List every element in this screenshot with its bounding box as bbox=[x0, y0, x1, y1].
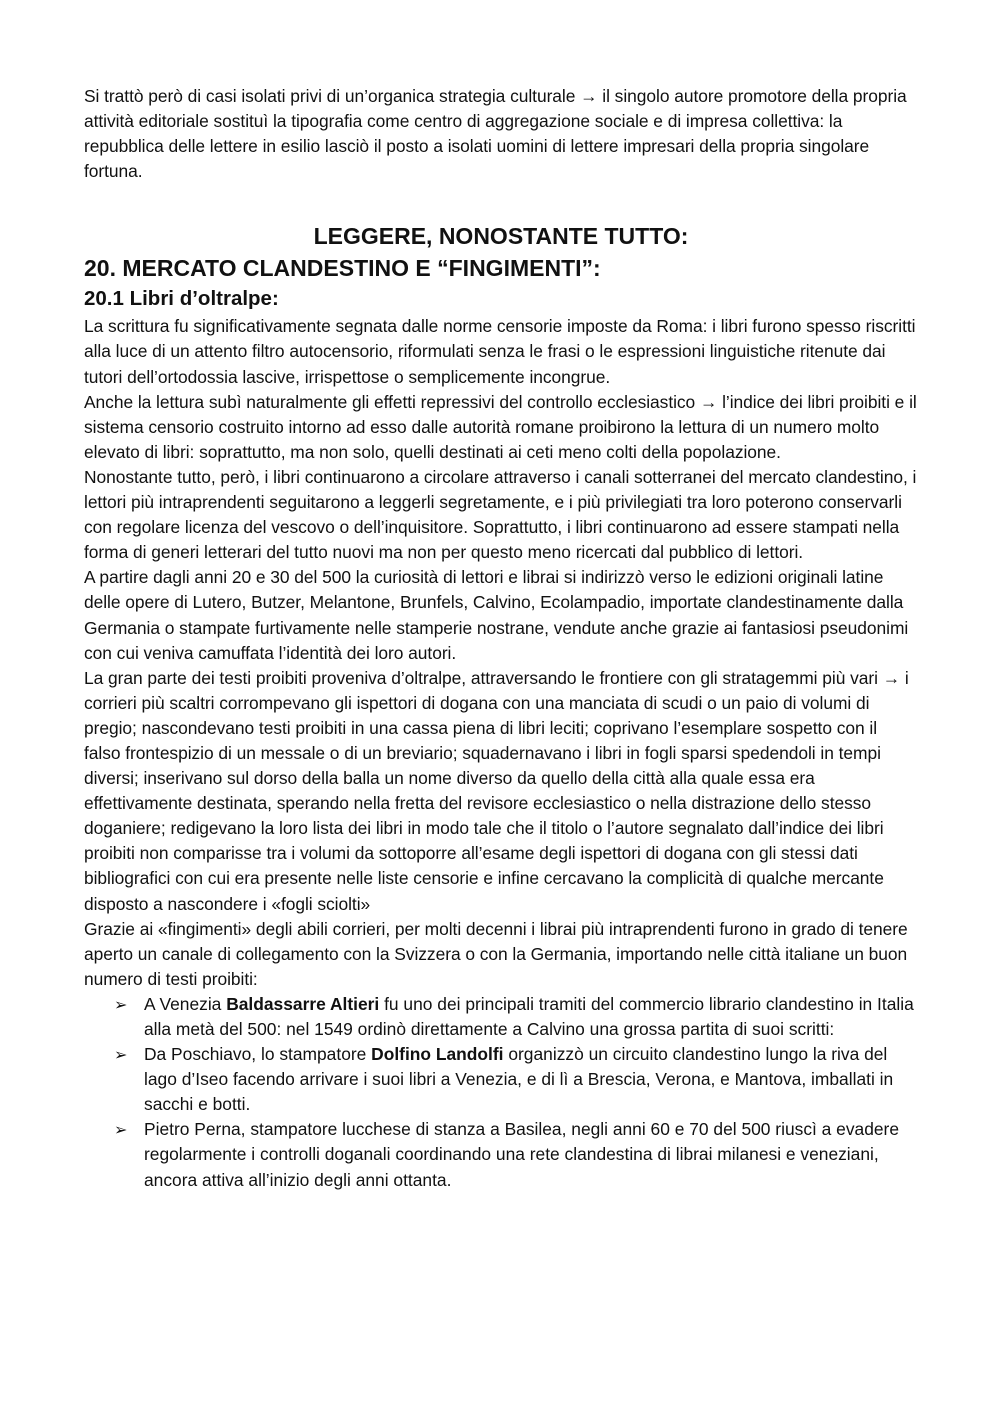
bullet-list bbox=[84, 992, 918, 1193]
list-item-text-before: Da Poschiavo, lo stampatore bbox=[144, 1044, 372, 1065]
list-item-text-after: fu uno dei principali tramiti del commercio librario clandestino in Italia alla metà del 500: nel 1549 ordinò direttamente a Calvino una grossa partita di suoi scritti: bbox=[144, 993, 914, 1039]
arrow-bullet-icon: ➢ bbox=[114, 1120, 128, 1140]
body-paragraph: Anche la lettura subì naturalmente gli effetti repressivi del controllo ecclesiastico → l’indice dei libri proibiti e il sistema censorio costruito intorno ad esso dalle autorità romane proibirono la lettura di un numero molto elevato di libri: soprattutto, ma non solo, quelli destinati ai ceti meno colti della popolazione. bbox=[84, 391, 917, 462]
arrow-bullet-icon: ➢ bbox=[114, 994, 128, 1014]
body-paragraph: La scrittura fu significativamente segnata dalle norme censorie imposte da Roma: i libri furono spesso riscritti alla luce di un attento filtro autocensorio, riformulati senza le frasi o le espressioni linguistiche ritenute dai tutori dell’ortodossia lascive, irrispettose o semplicemente incongrue. bbox=[84, 316, 916, 387]
page-content bbox=[84, 84, 918, 1193]
body-paragraph: A partire dagli anni 20 e 30 del 500 la curiosità di lettori e librai si indirizzò verso le edizioni originali latine delle opere di Lutero, Butzer, Melantone, Brunfels, Calvino, Ecolampadio, importate clandestinamente dalla Germania o stampate furtivamente nelle stamperie nostrane, vendute anche grazie ai fantasiosi pseudonimi con cui veniva camuffata l’identità dei loro autori. bbox=[84, 567, 909, 663]
body-paragraph: Grazie ai «fingimenti» degli abili corrieri, per molti decenni i librai più intraprendenti furono in grado di tenere aperto un canale di collegamento con la Svizzera o con la Germania, importando nelle città italiane un buon numero di testi proibiti: bbox=[84, 918, 908, 989]
arrow-bullet-icon: ➢ bbox=[114, 1045, 128, 1065]
list-item-text-after: organizzò un circuito clandestino lungo la riva del lago d’Iseo facendo arrivare i suoi libri a Venezia, e di lì a Brescia, Verona, e Mantova, imballati in sacchi e botti. bbox=[144, 1044, 894, 1115]
list-item-text-before: A Venezia bbox=[144, 993, 227, 1014]
list-item-text: Pietro Perna, stampatore lucchese di stanza a Basilea, negli anni 60 e 70 del 500 riuscì a evadere regolarmente i controlli doganali coordinando una rete clandestina di librai milanesi e veneziani, ancora attiva all’inizio degli anni ottanta. bbox=[144, 1119, 900, 1190]
chapter-title: 20. MERCATO CLANDESTINO E “FINGIMENTI”: bbox=[84, 255, 601, 282]
list-item bbox=[84, 1042, 918, 1117]
list-item bbox=[84, 992, 918, 1042]
body-paragraph: Nonostante tutto, però, i libri continuarono a circolare attraverso i canali sotterranei del mercato clandestino, i lettori più intraprendenti seguitarono a leggerli segretamente, e i più privilegiati tra loro poterono conservarli con regolare licenza del vescovo o dell’inquisitore. Soprattutto, i libri continuarono ad essere stampati nella forma di generi letterari del tutto nuovi ma non per questo meno ricercati dal pubblico di lettori. bbox=[84, 466, 917, 563]
list-item bbox=[84, 1117, 918, 1192]
list-item-bold-name: Baldassarre Altieri bbox=[226, 993, 380, 1014]
part-title: LEGGERE, NONOSTANTE TUTTO: bbox=[313, 223, 689, 250]
intro-paragraph: Si trattò però di casi isolati privi di un’organica strategia culturale → il singolo autore promotore della propria attività editoriale sostituì la tipografia come centro di aggregazione sociale e di impresa collettiva: la repubblica delle lettere in esilio lasciò il posto a isolati uomini di lettere impresari della propria singolare fortuna. bbox=[84, 86, 907, 182]
list-item-bold-name: Dolfino Landolfi bbox=[371, 1044, 504, 1065]
body-paragraph: La gran parte dei testi proibiti proveniva d’oltralpe, attraversando le frontiere con gli stratagemmi più vari → i corrieri più scaltri corrompevano gli ispettori di dogana con una manciata di scudi o un paio di volumi di pregio; nascondevano testi proibiti in una cassa piena di libri leciti; coprivano l’esemplare sospetto con il falso frontespizio di un messale o di un breviario; squadernavano i libri in fogli sparsi spedendoli in tempi diversi; inserivano sul dorso della balla un nome diverso da quello della città alla quale essa era effettivamente destinata, sperando nella fretta del revisore ecclesiastico o nella distrazione dello stesso doganiere; redigevano la loro lista dei libri in modo tale che il titolo o l’autore segnalato dall’indice dei libri proibiti non comparisse tra i volumi da sottoporre all’esame degli ispettori di dogana con gli stessi dati bibliografici con cui era presente nelle liste censorie e infine cercavano la complicità di qualche mercante disposto a nascondere i «fogli sciolti» bbox=[84, 667, 909, 914]
section-title: 20.1 Libri d’oltralpe: bbox=[84, 287, 279, 311]
